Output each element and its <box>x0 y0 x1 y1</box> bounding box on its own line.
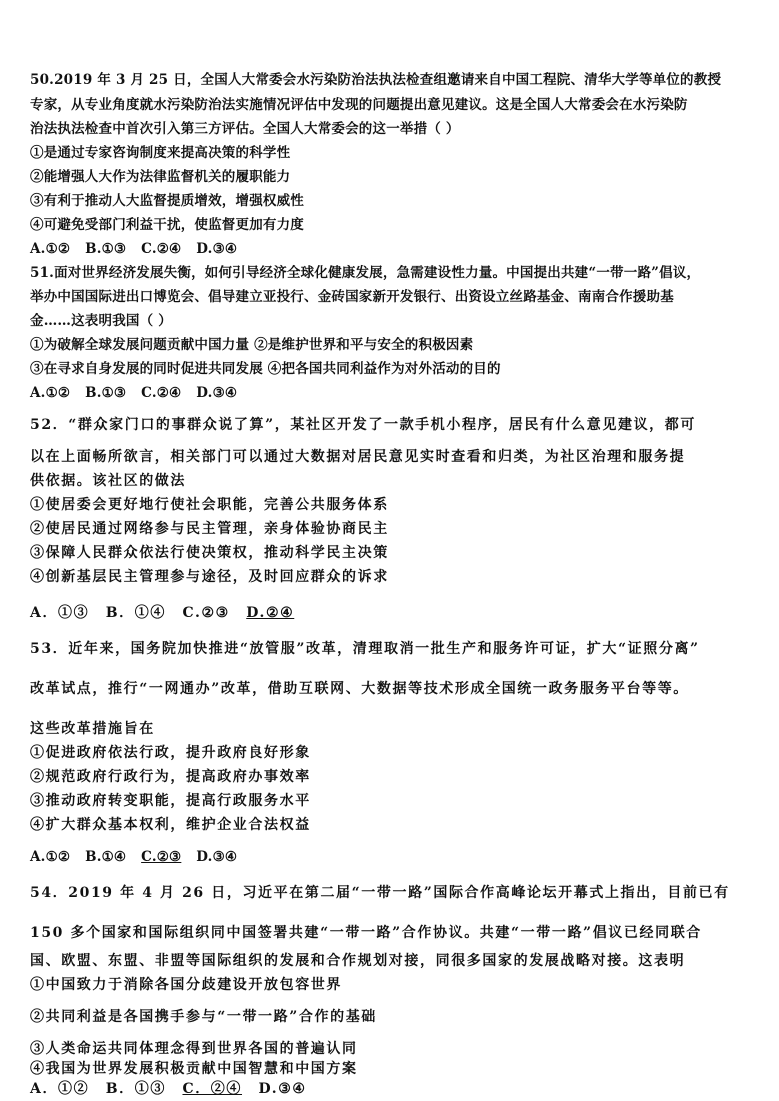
q52-item-1: ①使居委会更好地行使社会职能，完善公共服务体系 <box>30 497 389 513</box>
q54-options <box>30 1080 760 1098</box>
q53-stem-line-3: 这些改革措施旨在 <box>30 721 155 737</box>
q53-item-1: ①促进政府依法行政，提升政府良好形象 <box>30 745 311 761</box>
q52-stem-line-1: 52．“群众家门口的事群众说了算”，某社区开发了一款手机小程序，居民有什么意见建议，都可 <box>30 417 696 433</box>
q51-option-b: B.①③ <box>85 385 127 401</box>
q52-options <box>30 604 760 622</box>
q54-item-2: ②共同利益是各国携手参与“一带一路”合作的基础 <box>30 1009 377 1025</box>
q52-option-b: B．①④ <box>105 605 166 621</box>
q51-stem-line-1: 51.面对世界经济发展失衡，如何引导经济全球化健康发展，急需建设性力量。中国提出共建“一带一路”倡议， <box>30 265 701 281</box>
q53-option-d: D.③④ <box>196 849 238 865</box>
q54-stem-line-1: 54．2019 年 4 月 26 日，习近平在第二届“一带一路”国际合作高峰论坛开幕式上指出，目前已有 <box>30 885 730 901</box>
q54-option-c: C．②④ <box>182 1081 243 1097</box>
q50-item-4: ④可避免受部门利益干扰，使监督更加有力度 <box>30 217 304 233</box>
q50-options <box>30 240 760 258</box>
q50-stem-line-2: 专家，从专业角度就水污染防治法实施情况评估中发现的问题提出意见建议。这是全国人大常委会在水污染防 <box>30 97 688 113</box>
q50-option-b: B.①③ <box>85 241 127 257</box>
q50-option-d: D.③④ <box>196 241 238 257</box>
q53-option-c: C.②③ <box>141 849 182 865</box>
q52-option-c: C.②③ <box>182 605 230 621</box>
q54-item-4: ④我国为世界发展积极贡献中国智慧和中国方案 <box>30 1061 358 1077</box>
q52-item-2: ②使居民通过网络参与民主管理，亲身体验协商民主 <box>30 521 389 537</box>
q50-item-3: ③有利于推动人大监督提质增效，增强权威性 <box>30 193 304 209</box>
q54-item-1: ①中国致力于消除各国分歧建设开放包容世界 <box>30 977 342 993</box>
q50-option-a: A.①② <box>30 241 71 257</box>
q52-option-d: D.②④ <box>246 605 295 621</box>
q51-option-c: C.②④ <box>141 385 182 401</box>
q54-option-b: B．①③ <box>105 1081 166 1097</box>
q51-option-d: D.③④ <box>196 385 238 401</box>
q54-stem-line-2: 150 多个国家和国际组织同中国签署共建“一带一路”合作协议。共建“一带一路”倡议已经同联合 <box>30 925 702 941</box>
q53-option-b: B.①④ <box>85 849 127 865</box>
q52-stem-line-2: 以在上面畅所欲言，相关部门可以通过大数据对居民意见实时查看和归类，为社区治理和服务提 <box>30 449 686 465</box>
q54-item-3: ③人类命运共同体理念得到世界各国的普遍认同 <box>30 1041 358 1057</box>
q51-stem-line-2: 举办中国国际进出口博览会、倡导建立亚投行、金砖国家新开发银行、出资设立丝路基金、南南合作援助基 <box>30 289 674 305</box>
q50-item-1: ①是通过专家咨询制度来提高决策的科学性 <box>30 145 291 161</box>
q53-item-2: ②规范政府行政行为，提高政府办事效率 <box>30 769 311 785</box>
q51-option-a: A.①② <box>30 385 71 401</box>
q53-stem-line-2: 改革试点，推行“一网通办”改革，借助互联网、大数据等技术形成全国统一政务服务平台等等。 <box>30 681 689 697</box>
q54-option-d: D.③④ <box>258 1081 307 1097</box>
q50-stem-line-1: 50.2019 年 3 月 25 日，全国人大常委会水污染防治法执法检查组邀请来自中国工程院、清华大学等单位的教授 <box>30 72 722 88</box>
q51-stem-line-3: 金……这表明我国（ ） <box>30 313 172 329</box>
q52-item-3: ③保障人民群众依法行使决策权，推动科学民主决策 <box>30 545 389 561</box>
q50-option-c: C.②④ <box>141 241 182 257</box>
q52-item-4: ④创新基层民主管理参与途径，及时回应群众的诉求 <box>30 569 389 585</box>
q53-stem-line-1: 53．近年来，国务院加快推进“放管服”改革，清理取消一批生产和服务许可证，扩大“证照分离” <box>30 641 700 657</box>
q54-option-a: A．①② <box>30 1081 90 1097</box>
q53-item-3: ③推动政府转变职能，提高行政服务水平 <box>30 793 311 809</box>
q51-options <box>30 384 760 402</box>
q53-item-4: ④扩大群众基本权利，维护企业合法权益 <box>30 817 311 833</box>
q53-option-a: A.①② <box>30 849 71 865</box>
q54-stem-line-3: 国、欧盟、东盟、非盟等国际组织的发展和合作规划对接，同很多国家的发展战略对接。这表明 <box>30 953 686 969</box>
q51-items-row-2: ③在寻求自身发展的同时促进共同发展 ④把各国共同利益作为对外活动的目的 <box>30 361 501 377</box>
q50-stem-line-3: 治法执法检查中首次引入第三方评估。全国人大常委会的这一举措（ ） <box>30 121 460 137</box>
q50-item-2: ②能增强人大作为法律监督机关的履职能力 <box>30 169 291 185</box>
q53-options <box>30 848 760 866</box>
q51-items-row-1: ①为破解全球发展问题贡献中国力量 ②是维护世界和平与安全的积极因素 <box>30 337 474 353</box>
q52-stem-line-3: 供依据。该社区的做法 <box>30 473 186 489</box>
q52-option-a: A．①③ <box>30 605 90 621</box>
